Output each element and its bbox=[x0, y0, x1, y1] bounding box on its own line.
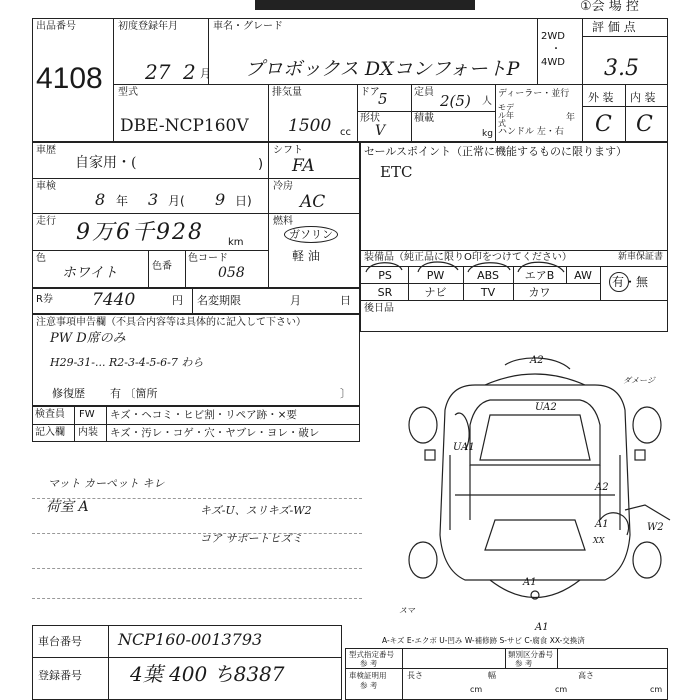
inspector-note-1: マット カーペット キレ bbox=[48, 477, 165, 490]
recycle-label: R券 bbox=[36, 294, 53, 305]
drive-2wd: 2WD bbox=[541, 31, 565, 42]
fuel-label: 燃料 bbox=[273, 216, 293, 227]
cm-1: cm bbox=[470, 685, 483, 694]
fuel-gas: ガソリン bbox=[284, 226, 338, 243]
notes-line2: H29-31-... R2-3-4-5-6-7 わら bbox=[50, 356, 204, 369]
doors-value: 5 bbox=[378, 90, 388, 108]
warranty-value: 有・無 bbox=[612, 275, 649, 289]
grade-label: 評 価 点 bbox=[592, 20, 636, 34]
width-label: 幅 bbox=[488, 671, 496, 680]
model-year-label: モデル年式 bbox=[498, 103, 514, 128]
equip-abs: ABS bbox=[477, 269, 499, 282]
dealer-label: ディーラー・並行 bbox=[498, 89, 570, 99]
reg-year: 27 bbox=[145, 60, 171, 84]
cert-label: 車検証明用 bbox=[349, 671, 387, 680]
handle-label: ハンドル 左・右 bbox=[498, 127, 564, 137]
name-change-month: 月 bbox=[290, 294, 301, 307]
ref-3: 参 考 bbox=[360, 681, 378, 690]
length-label: 長さ bbox=[407, 671, 423, 680]
inspector-label-2: 記入欄 bbox=[35, 427, 65, 438]
equipment-label: 装備品（純正品に限りO印をつけてください） bbox=[364, 252, 572, 263]
shape-label: 形状 bbox=[360, 113, 380, 124]
ref-2: 参 考 bbox=[515, 659, 533, 668]
inspector-note-4: コア サポートヒズミ bbox=[200, 532, 303, 545]
load-unit: kg bbox=[482, 129, 493, 139]
shift-label: シフト bbox=[273, 145, 303, 156]
shape-value: V bbox=[375, 123, 386, 139]
equip-airbag: エアB bbox=[524, 269, 555, 282]
venue-label: ①会 場 控 bbox=[580, 0, 639, 14]
mark-a1-bottom: A1 bbox=[523, 577, 537, 588]
model-value: プロボックス DXコンフォートP bbox=[245, 58, 520, 80]
color-no-label: 色番 bbox=[152, 261, 172, 272]
mark-ua2: UA2 bbox=[535, 402, 557, 413]
equip-ps: PS bbox=[378, 269, 392, 282]
class-label: 類別区分番号 bbox=[508, 650, 553, 659]
capacity-unit: 人 bbox=[482, 96, 492, 107]
equipment-marks bbox=[360, 258, 600, 288]
aftermarket-label: 後日品 bbox=[364, 303, 394, 314]
grade-value: 3.5 bbox=[604, 56, 639, 81]
plate-label: 登録番号 bbox=[38, 669, 82, 682]
body-color-value: ホワイト bbox=[62, 265, 118, 281]
selling-label: セールスポイント（正常に機能するものに限ります） bbox=[364, 145, 628, 158]
mark-a1-rear: A1 bbox=[535, 622, 549, 633]
first-reg-label: 初度登録年月 bbox=[118, 21, 178, 32]
repair-value: 有 〔箇所 bbox=[110, 387, 158, 400]
doors-label: ドア bbox=[360, 87, 380, 98]
capacity-value: 2(5) bbox=[440, 92, 471, 110]
notes-line1: PW D席のみ bbox=[50, 331, 126, 346]
warranty-label: 新車保証書 bbox=[618, 252, 664, 262]
equip-navi: ナビ bbox=[424, 286, 447, 299]
selling-value: ETC bbox=[380, 163, 413, 181]
exterior-label: 外 装 bbox=[588, 91, 614, 104]
inspector-row1: キズ・ヘコミ・ヒビ割・リペア跡・×要 bbox=[110, 409, 297, 421]
inspector-label-1: 検査員 bbox=[35, 409, 65, 420]
mark-damage: ダメージ bbox=[623, 376, 655, 385]
shift-value: FA bbox=[292, 156, 315, 176]
recycle-unit: 円 bbox=[172, 294, 183, 307]
mark-suma: スマ bbox=[399, 606, 415, 615]
name-change-label: 名変期限 bbox=[197, 294, 241, 307]
warranty-circle bbox=[609, 272, 629, 292]
equip-aw: AW bbox=[574, 269, 592, 282]
recycle-value: 7440 bbox=[92, 290, 136, 310]
inspector-note-3: キズ-U、スリキズ-W2 bbox=[200, 504, 312, 517]
drive-dot: ・ bbox=[551, 44, 561, 55]
equip-tv: TV bbox=[480, 286, 496, 299]
load-label: 積載 bbox=[414, 113, 434, 124]
displacement-value: 1500 bbox=[288, 116, 332, 136]
fuel-diesel: 軽 油 bbox=[292, 249, 320, 263]
name-change-day: 日 bbox=[340, 294, 351, 307]
chassis-value: NCP160-0013793 bbox=[118, 630, 263, 649]
mark-w2: W2 bbox=[647, 522, 664, 533]
cm-2: cm bbox=[555, 685, 568, 694]
history-label: 車歴 bbox=[36, 145, 56, 156]
insp-year-unit: 年 bbox=[116, 194, 129, 208]
inspection-label: 車検 bbox=[36, 181, 56, 192]
aircon-label: 冷房 bbox=[273, 181, 293, 192]
mark-xx: XX bbox=[593, 536, 605, 545]
capacity-label: 定員 bbox=[414, 87, 434, 98]
mark-a2-top: A2 bbox=[530, 355, 544, 366]
color-code-value: 058 bbox=[218, 265, 245, 281]
car-damage-diagram bbox=[395, 355, 680, 640]
inspector-note-2: 荷室 A bbox=[46, 499, 89, 515]
equip-sr: SR bbox=[377, 286, 393, 299]
mark-a2-right: A2 bbox=[595, 482, 609, 493]
inspector-row1-prefix: FW bbox=[79, 409, 95, 420]
height-label: 高さ bbox=[578, 671, 594, 680]
mileage-label: 走行 bbox=[36, 216, 56, 227]
history-close: ) bbox=[258, 157, 264, 172]
model-label: 車名・グレード bbox=[213, 21, 283, 32]
mileage-unit: km bbox=[228, 237, 244, 248]
notes-label: 注意事項申告欄（不具合内容等は具体的に記入して下さい） bbox=[36, 317, 306, 328]
type-value: DBE-NCP160V bbox=[120, 116, 249, 136]
lot-label: 出品番号 bbox=[36, 21, 76, 32]
mark-ua1: UA1 bbox=[453, 442, 475, 453]
displacement-unit: cc bbox=[340, 127, 351, 138]
insp-day-unit: 日) bbox=[235, 194, 252, 208]
insp-month-unit: 月( bbox=[168, 194, 185, 208]
insp-month: 3 bbox=[148, 190, 159, 209]
repair-close: 〕 bbox=[340, 387, 351, 400]
lot-number: 4108 bbox=[36, 62, 103, 95]
equip-pw: PW bbox=[426, 269, 445, 282]
recycle-frame bbox=[32, 288, 360, 314]
ref-1: 参 考 bbox=[360, 659, 378, 668]
inspector-row2: キズ・汚レ・コゲ・穴・ヤブレ・ヨレ・破レ bbox=[110, 427, 320, 439]
repair-label: 修復歴 bbox=[52, 387, 85, 400]
cm-3: cm bbox=[650, 685, 663, 694]
mileage-value: 9万6千928 bbox=[76, 220, 204, 245]
inspector-row2-prefix: 内装 bbox=[78, 427, 98, 438]
drive-4wd: 4WD bbox=[541, 57, 565, 68]
interior-label: 内 装 bbox=[630, 91, 656, 104]
diagram-legend: A-キズ E-エクボ U-凹み W-補修跡 S-サビ C-腐食 XX-交換済 bbox=[382, 636, 585, 645]
insp-year: 8 bbox=[95, 190, 106, 209]
aircon-value: AC bbox=[300, 192, 326, 212]
model-spec-label: 型式指定番号 bbox=[349, 650, 394, 659]
reg-month-unit: 月 bbox=[200, 67, 211, 80]
color-code-label: 色コード bbox=[188, 253, 228, 264]
mark-a1-right: A1 bbox=[595, 519, 609, 530]
type-label: 型式 bbox=[118, 87, 138, 98]
header-bar bbox=[255, 0, 475, 10]
body-color-label: 色 bbox=[36, 253, 46, 264]
insp-day: 9 bbox=[215, 190, 226, 209]
reg-month: 2 bbox=[183, 60, 196, 84]
exterior-value: C bbox=[595, 112, 612, 137]
displacement-label: 排気量 bbox=[272, 87, 302, 98]
chassis-label: 車台番号 bbox=[38, 635, 82, 648]
interior-value: C bbox=[636, 112, 653, 137]
plate-value: 4葉 400 ち8387 bbox=[130, 662, 285, 686]
history-value: 自家用・( bbox=[75, 155, 137, 171]
equip-leather: カワ bbox=[528, 286, 551, 299]
year-unit: 年 bbox=[566, 113, 576, 123]
